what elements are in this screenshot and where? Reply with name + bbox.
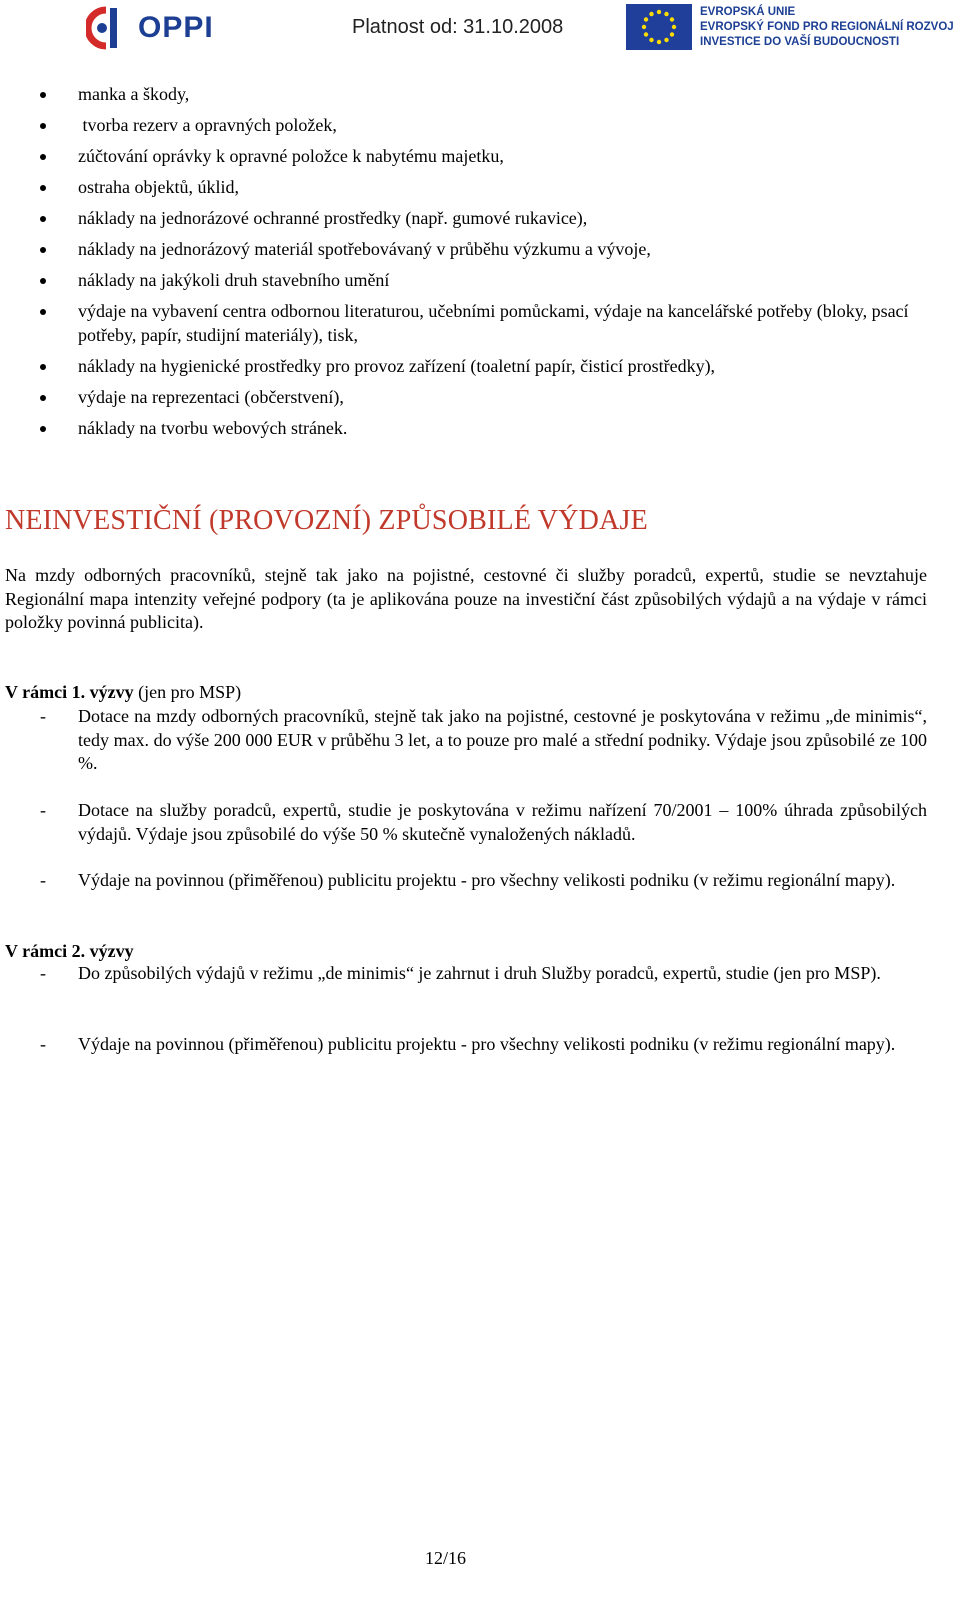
section-title: NEINVESTIČNÍ (PROVOZNÍ) ZPŮSOBILÉ VÝDAJE [5,505,648,536]
bullet-icon [40,185,46,191]
page-number: 12/16 [425,1548,467,1568]
eu-star-icon [670,32,674,36]
eu-line-2: EVROPSKÝ FOND PRO REGIONÁLNÍ ROZVOJ [700,20,954,33]
call1-heading-rest: (jen pro MSP) [133,682,242,702]
list-item: tvorba rezerv a opravných položek, [0,113,928,137]
bullet-icon [40,426,46,432]
eu-text [700,5,954,50]
eu-star-icon [644,32,648,36]
bullet-icon [40,364,46,370]
call2-item-2: - Výdaje na povinnou (přiměřenou) publicitu projektu - pro všechny velikosti podniku (v režimu regionální mapy). [5,1033,927,1057]
eu-star-icon [664,38,668,42]
bullet-icon [40,216,46,222]
bullet-icon [40,154,46,160]
dash-mark: - [40,963,46,983]
validity-date: Platnost od: 31.10.2008 [352,16,564,38]
bullet-icon [40,92,46,98]
page-header [0,0,960,60]
list-item: náklady na tvorbu webových stránek. [0,416,928,440]
list-item: náklady na jednorázový materiál spotřebovávaný v průběhu výzkumu a vývoje, [0,237,928,261]
logo-text: OPPI [138,11,214,44]
dash-mark: - [40,706,46,726]
call1-heading-bold: V rámci 1. výzvy [5,682,134,702]
list-item: náklady na jakýkoli druh stavebního umění [0,268,928,292]
eu-star-icon [657,40,661,44]
section-intro: Na mzdy odborných pracovníků, stejně tak jako na pojistné, cestovné či služby poradců, expertů, studie se nevztahuje Regionální mapa intenzity veřejné podpory (ta je aplikována pouze na investiční část způsobilých výdajů a na výdaje v rámci položky povinná publicita). [5,565,927,632]
oppi-logo [86,6,214,50]
list-item: výdaje na reprezentaci (občerstvení), [0,385,928,409]
list-item: náklady na jednorázové ochranné prostředky (např. gumové rukavice), [0,206,928,230]
eu-line-3: INVESTICE DO VAŠÍ BUDOUCNOSTI [700,35,900,48]
eu-logo [626,4,954,50]
eu-star-icon [657,10,661,14]
list-item: manka a škody, [0,82,928,106]
call1-item-2: - Dotace na služby poradců, expertů, studie je poskytována v režimu nařízení 70/2001 – 100% úhrada způsobilých výdajů. Výdaje jsou způsobilé do výše 50 % skutečně vynaložených nákladů. [40,800,927,844]
eu-star-icon [672,25,676,29]
eu-star-icon [642,25,646,29]
dash-mark: - [40,800,46,820]
oppi-logo-mark-icon [86,6,132,50]
call1-heading [5,681,241,704]
eu-star-icon [664,12,668,16]
call1-item-3: - Výdaje na povinnou (přiměřenou) publicitu projektu - pro všechny velikosti podniku (v režimu regionální mapy). [5,869,927,893]
eu-star-icon [644,17,648,21]
call1-item-1: - Dotace na mzdy odborných pracovníků, stejně tak jako na pojistné, cestovné je poskytována v režimu „de minimis“, tedy max. do výše 200 000 EUR v průběhu 3 let, a to pouze pro malé a střední podniky. Výdaje jsou způsobilé ze 100 %. [40,706,927,773]
bullet-icon [40,247,46,253]
list-item: zúčtování oprávky k opravné položce k nabytému majetku, [0,144,928,168]
eu-star-icon [649,38,653,42]
call2-heading [5,940,134,963]
dash-mark: - [40,1034,46,1054]
bullet-icon [40,309,46,315]
bullet-icon [40,123,46,129]
eu-flag-icon [626,4,692,50]
bullet-icon [40,278,46,284]
list-item: výdaje na vybavení centra odbornou literaturou, učebními pomůckami, výdaje na kancelářské potřeby (bloky, psací potřeby, papír, studijní materiály), tisk, [0,299,928,347]
eu-star-icon [670,17,674,21]
eu-line-1: EVROPSKÁ UNIE [700,5,796,18]
expense-bullet-list [0,78,960,440]
list-item: náklady na hygienické prostředky pro provoz zařízení (toaletní papír, čisticí prostředky), [0,354,928,378]
eu-star-icon [649,12,653,16]
dash-mark: - [40,870,46,890]
bullet-icon [40,395,46,401]
list-item: ostraha objektů, úklid, [0,175,928,199]
call2-heading-bold: V rámci 2. výzvy [5,941,134,961]
call2-item-1: - Do způsobilých výdajů v režimu „de minimis“ je zahrnut i druh Služby poradců, expertů, studie (jen pro MSP). [5,962,927,986]
